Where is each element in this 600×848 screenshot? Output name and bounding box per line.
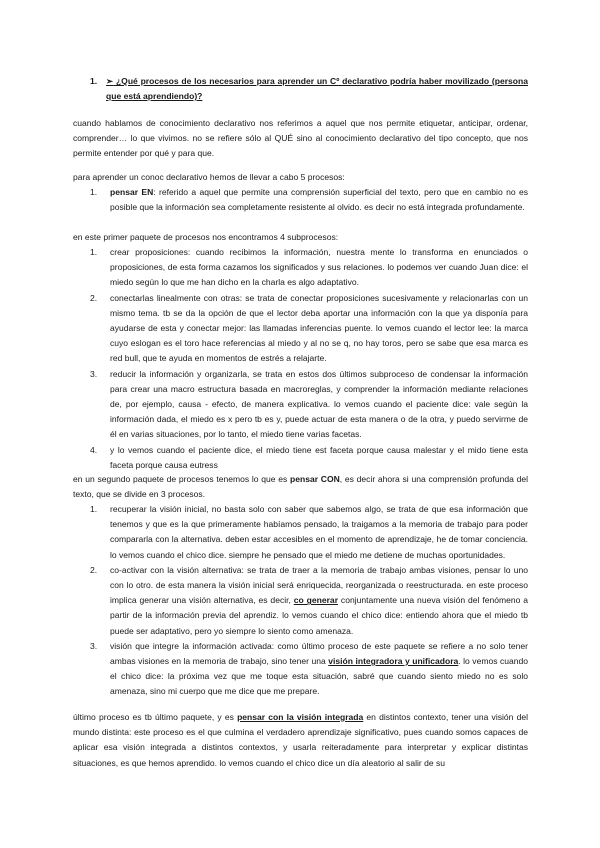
second-package-paragraph: en un segundo paquete de procesos tenemos lo que es pensar CON, es decir ahora si una comprensión profunda del texto, que se divide en 3 procesos. bbox=[73, 474, 528, 500]
term-pensar-en: pensar EN bbox=[110, 187, 154, 197]
pensar-en-list bbox=[90, 185, 528, 215]
question-heading bbox=[90, 74, 528, 104]
term-vision-integradora: visión integradora y unificadora bbox=[328, 656, 459, 667]
arrow-bullet-icon: ➢ bbox=[106, 76, 114, 86]
final-paragraph: último proceso es tb último paquete, y es pensar con la visión integrada en distintos contexto, tener una visión del mundo distinta: este proceso es el que culmina el verdadero aprendizaje significativo, pues cuando somos capaces de aplicar esa visión integrada a distintos contextos, y usarla reiteradamente para interpretar y explicar distintas situaciones, es que hemos aprendido. lo vemos cuando el chico dice un día aleatorio al salir de su bbox=[73, 712, 528, 768]
term-co-generar: co generar bbox=[293, 595, 339, 606]
term-pensar-con: pensar CON bbox=[290, 474, 340, 484]
list-item: 2. co-activar con la visión alternativa: se trata de traer a la memoria de trabajo ambas visiones, pensar lo uno con lo otro. de esta manera la visión inicial será enriquecida, reorganizada o reestructurada. en este proceso implica generar una visión alternativa, es decir, co generar conjuntamente una nueva visión del fenómeno a partir de la información previa del aprendiz. lo vemos cuando el chico dice: entiendo ahora que el miedo tb puede ser adaptativo, pero yo siempre lo siento como amenaza. bbox=[90, 564, 528, 636]
list-item: 1. pensar EN: referido a aquel que permite una comprensión superficial del texto, pero que en cambio no es posible que la información sea completamente resistente al olvido. es decir no está integrada profundamente. bbox=[90, 187, 528, 213]
five-processes-intro: para aprender un conoc declarativo hemos de llevar a cabo 5 procesos: bbox=[73, 172, 345, 182]
first-package-intro: en este primer paquete de procesos nos encontramos 4 subprocesos: bbox=[73, 232, 339, 242]
list-item: 2. conectarlas linealmente con otras: se trata de conectar proposiciones sucesivamente y relacionarlas con un mismo tema. tb se da la opción de que el lector deba aportar una información con la que ya disponía para ayudarse de esta y conectar mejor: las llamadas inferencias puente. lo vemos cuando el lector lee: la marca cuyo eslogan es el toro hace referencias al miedo y al no se q, no hay toros, pero se sabe que esa marca es red bull, que te ayuda en momentos de estrés a relajarte. bbox=[90, 292, 528, 364]
term-pensar-con-vision-integrada: pensar con la visión integrada bbox=[237, 712, 364, 722]
subprocesses-list bbox=[90, 245, 528, 473]
question-number: 1. bbox=[90, 76, 98, 86]
intro-paragraph: cuando hablamos de conocimiento declarativo nos referimos a aquel que nos permite etiquetar, anticipar, ordenar, comprender… lo que vivimos. no se refiere sólo al QUÉ sino al conocimiento declarativo del tipo concepto, que nos permite entender por qué y para que. bbox=[73, 118, 528, 159]
pensar-con-list bbox=[90, 502, 528, 700]
list-item: 1. recuperar la visión inicial, no basta solo con saber que sabemos algo, se trata de que esa información que tenemos y que es la que primeramente habíamos pensado, la traigamos a la memoria de trabajo para poder compararla con la alternativa. deben estar accesibles en el momento de aprendizaje, he de tomar conciencia. lo vemos cuando el chico dice. siempre he pensado que el miedo me detiene de muchas oportunidades. bbox=[90, 504, 528, 560]
list-item: 4. y lo vemos cuando el paciente dice, el miedo tiene est faceta porque causa malestar y el mido tiene esta faceta porque causa eutress bbox=[90, 444, 528, 470]
list-item: 3. visión que integre la información activada: como último proceso de este paquete se refiere a no solo tener ambas visiones en la memoria de trabajo, sino tener una visión integradora y unificadora. lo vemos cuando el chico dice: la próxima vez que me toque esta situación, sabré que cuando siento miedo no es solo amenaza, sino mi cuerpo que me dice que me prepare. bbox=[90, 640, 529, 697]
list-item: 3. reducir la información y organizarla, se trata en estos dos últimos subproceso de condensar la información para crear una macro estructura basada en macroreglas, y comprender la información mediante relaciones de, por ejemplo, causa - efecto, de manera explicativa. lo vemos cuando el paciente dice: vale según la información dada, el miedo es x pero tb es y, puede actuar de esta manera o de la otra, y puedo servirme de él en varias situaciones, por lo tanto, el miedo tiene varias facetas. bbox=[90, 368, 528, 440]
list-item: 1. crear proposiciones: cuando recibimos la información, nuestra mente lo transforma en enunciados o proposiciones, de esta forma cazamos los significados y sus relaciones. lo podemos ver cuando Juan dice: el miedo según lo que me han dicho en la charla es algo adaptativo. bbox=[90, 247, 528, 288]
question-text: ¿Qué procesos de los necesarios para aprender un Cº declarativo podría haber movilizado (persona que está aprendiendo)? bbox=[106, 76, 528, 102]
